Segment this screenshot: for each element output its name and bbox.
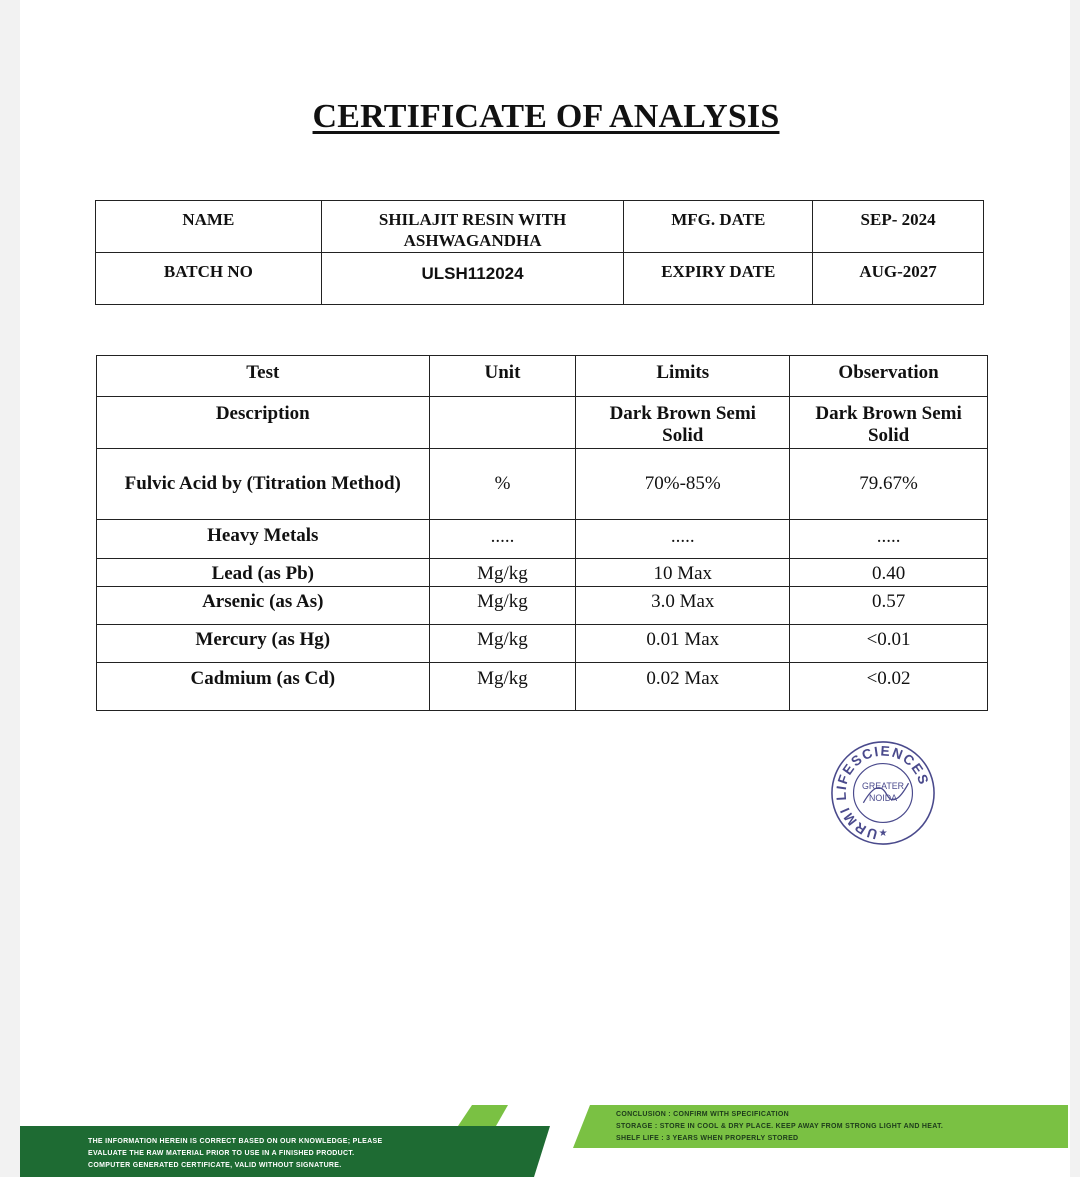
test-name: Description — [97, 397, 430, 449]
mfg-date-value: SEP- 2024 — [813, 201, 984, 253]
test-name: Fulvic Acid by (Titration Method) — [97, 449, 430, 520]
batch-label: BATCH NO — [96, 253, 322, 305]
observation-line1: Dark Brown Semi — [815, 403, 962, 424]
name-value-line2: ASHWAGANDHA — [403, 231, 542, 250]
page-title: CERTIFICATE OF ANALYSIS — [312, 98, 780, 135]
limits-cell: ..... — [576, 520, 790, 559]
limits-line2: Solid — [662, 425, 704, 446]
mfg-date-label: MFG. DATE — [624, 201, 813, 253]
unit-cell — [429, 397, 576, 449]
observation-cell: <0.02 — [790, 663, 988, 711]
seal-star-icon: ★ — [878, 828, 888, 840]
product-info-table — [95, 200, 984, 305]
unit-cell: Mg/kg — [429, 559, 576, 587]
observation-cell — [790, 397, 988, 449]
observation-cell: <0.01 — [790, 625, 988, 663]
limits-cell: 70%-85% — [576, 449, 790, 520]
batch-value: ULSH112024 — [321, 253, 624, 305]
footer-right-line2: STORAGE : STORE IN COOL & DRY PLACE. KEEP AWAY FROM STRONG LIGHT AND HEAT. — [616, 1123, 944, 1130]
footer-left-line1: THE INFORMATION HEREIN IS CORRECT BASED ON OUR KNOWLEDGE; PLEASE — [88, 1138, 383, 1145]
company-seal-stamp — [824, 738, 942, 846]
seal-center-line2: NOIDA — [869, 792, 897, 803]
unit-cell: % — [429, 449, 576, 520]
limits-cell: 10 Max — [576, 559, 790, 587]
header-observation: Observation — [790, 356, 988, 397]
table-row — [97, 449, 988, 520]
analysis-table — [96, 355, 988, 711]
name-label: NAME — [96, 201, 322, 253]
limits-cell — [576, 397, 790, 449]
limits-cell: 3.0 Max — [576, 587, 790, 625]
test-name: Heavy Metals — [97, 520, 430, 559]
footer-right-line1: CONCLUSION : CONFIRM WITH SPECIFICATION — [616, 1111, 789, 1118]
header-limits: Limits — [576, 356, 790, 397]
observation-cell: 0.57 — [790, 587, 988, 625]
table-row — [97, 520, 988, 559]
observation-line2: Solid — [867, 425, 910, 446]
test-name: Arsenic (as As) — [97, 587, 430, 625]
limits-cell: 0.02 Max — [576, 663, 790, 711]
footer-left-line2: EVALUATE THE RAW MATERIAL PRIOR TO USE IN A FINISHED PRODUCT. — [88, 1150, 355, 1157]
table-row — [97, 559, 988, 587]
table-row — [97, 397, 988, 449]
footer-right-line3: SHELF LIFE : 3 YEARS WHEN PROPERLY STORED — [616, 1135, 799, 1142]
table-row — [97, 625, 988, 663]
test-name: Cadmium (as Cd) — [97, 663, 430, 711]
unit-cell: Mg/kg — [429, 587, 576, 625]
header-test: Test — [97, 356, 430, 397]
footer-left-line3: COMPUTER GENERATED CERTIFICATE, VALID WITHOUT SIGNATURE. — [88, 1162, 342, 1169]
limits-line1: Dark Brown Semi — [609, 403, 756, 424]
footer-conclusion — [616, 1109, 1056, 1145]
test-name: Mercury (as Hg) — [97, 625, 430, 663]
seal-center-line1: GREATER — [861, 781, 905, 792]
expiry-date-value: AUG-2027 — [813, 253, 984, 305]
expiry-date-label: EXPIRY DATE — [624, 253, 813, 305]
unit-cell: Mg/kg — [429, 663, 576, 711]
table-row — [97, 663, 988, 711]
footer-disclaimer — [88, 1136, 468, 1172]
info-row-batch — [96, 253, 984, 305]
info-row-name — [96, 201, 984, 253]
test-name: Lead (as Pb) — [97, 559, 430, 587]
unit-cell: ..... — [429, 520, 576, 559]
footer-light-green-accent — [458, 1105, 508, 1126]
header-unit: Unit — [429, 356, 576, 397]
observation-cell: 79.67% — [790, 449, 988, 520]
table-row — [97, 587, 988, 625]
seal-ring-text: URMI LIFESCIENCES — [833, 743, 932, 842]
name-value — [321, 201, 624, 253]
analysis-header-row — [97, 356, 988, 397]
observation-cell: 0.40 — [790, 559, 988, 587]
observation-cell: ..... — [790, 520, 988, 559]
unit-cell: Mg/kg — [429, 625, 576, 663]
name-value-line1: SHILAJIT RESIN WITH — [378, 210, 567, 229]
limits-cell: 0.01 Max — [576, 625, 790, 663]
